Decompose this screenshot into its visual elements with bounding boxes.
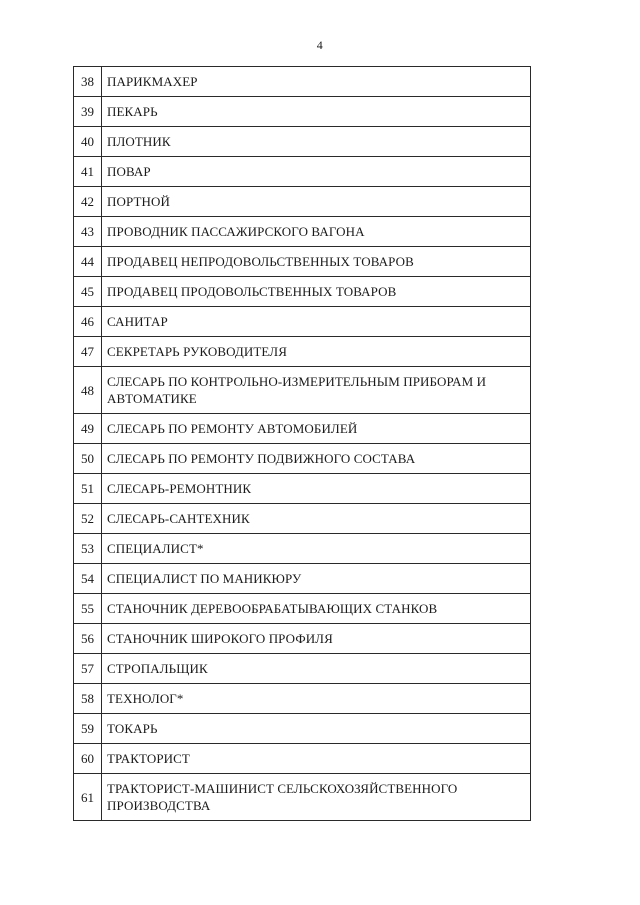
row-number: 58 [74,684,102,714]
profession-name: ПРОДАВЕЦ НЕПРОДОВОЛЬСТВЕННЫХ ТОВАРОВ [102,247,531,277]
profession-name: СЕКРЕТАРЬ РУКОВОДИТЕЛЯ [102,337,531,367]
table-row [74,97,531,127]
table-row [74,277,531,307]
table-row [74,594,531,624]
profession-name: ПОВАР [102,157,531,187]
table-row [74,684,531,714]
profession-name: САНИТАР [102,307,531,337]
profession-name: СЛЕСАРЬ ПО КОНТРОЛЬНО-ИЗМЕРИТЕЛЬНЫМ ПРИБОРАМ И АВТОМАТИКЕ [102,367,531,414]
row-number: 51 [74,474,102,504]
profession-name: ПЛОТНИК [102,127,531,157]
profession-name: ПАРИКМАХЕР [102,67,531,97]
row-number: 54 [74,564,102,594]
profession-name: СТРОПАЛЬЩИК [102,654,531,684]
row-number: 53 [74,534,102,564]
profession-name: СТАНОЧНИК ДЕРЕВООБРАБАТЫВАЮЩИХ СТАНКОВ [102,594,531,624]
profession-name: СЛЕСАРЬ-САНТЕХНИК [102,504,531,534]
profession-name: СПЕЦИАЛИСТ* [102,534,531,564]
row-number: 57 [74,654,102,684]
profession-name: ТРАКТОРИСТ-МАШИНИСТ СЕЛЬСКОХОЗЯЙСТВЕННОГО ПРОИЗВОДСТВА [102,774,531,821]
row-number: 50 [74,444,102,474]
table-row [74,774,531,821]
table-row [74,337,531,367]
row-number: 48 [74,367,102,414]
profession-name: ПОРТНОЙ [102,187,531,217]
row-number: 44 [74,247,102,277]
table-row [74,367,531,414]
table-row [74,157,531,187]
table-row [74,444,531,474]
row-number: 55 [74,594,102,624]
table-row [74,307,531,337]
row-number: 60 [74,744,102,774]
row-number: 38 [74,67,102,97]
profession-name: ПРОДАВЕЦ ПРОДОВОЛЬСТВЕННЫХ ТОВАРОВ [102,277,531,307]
table-row [74,534,531,564]
profession-name: ПРОВОДНИК ПАССАЖИРСКОГО ВАГОНА [102,217,531,247]
table-row [74,504,531,534]
table-row [74,127,531,157]
row-number: 39 [74,97,102,127]
table-row [74,564,531,594]
profession-name: СПЕЦИАЛИСТ ПО МАНИКЮРУ [102,564,531,594]
row-number: 56 [74,624,102,654]
profession-name: СЛЕСАРЬ-РЕМОНТНИК [102,474,531,504]
profession-name: ПЕКАРЬ [102,97,531,127]
profession-name: СЛЕСАРЬ ПО РЕМОНТУ АВТОМОБИЛЕЙ [102,414,531,444]
table-row [74,187,531,217]
row-number: 45 [74,277,102,307]
row-number: 47 [74,337,102,367]
row-number: 46 [74,307,102,337]
profession-name: ТРАКТОРИСТ [102,744,531,774]
row-number: 59 [74,714,102,744]
row-number: 52 [74,504,102,534]
profession-name: ТОКАРЬ [102,714,531,744]
table-row [74,217,531,247]
table-row [74,624,531,654]
row-number: 61 [74,774,102,821]
page-number: 4 [316,38,324,52]
professions-table [73,66,531,821]
table-row [74,247,531,277]
table-row [74,744,531,774]
row-number: 41 [74,157,102,187]
table-row [74,714,531,744]
table-row [74,654,531,684]
row-number: 43 [74,217,102,247]
profession-name: СТАНОЧНИК ШИРОКОГО ПРОФИЛЯ [102,624,531,654]
row-number: 49 [74,414,102,444]
table-row [74,67,531,97]
profession-name: ТЕХНОЛОГ* [102,684,531,714]
table-row [74,414,531,444]
row-number: 42 [74,187,102,217]
row-number: 40 [74,127,102,157]
table-row [74,474,531,504]
profession-name: СЛЕСАРЬ ПО РЕМОНТУ ПОДВИЖНОГО СОСТАВА [102,444,531,474]
